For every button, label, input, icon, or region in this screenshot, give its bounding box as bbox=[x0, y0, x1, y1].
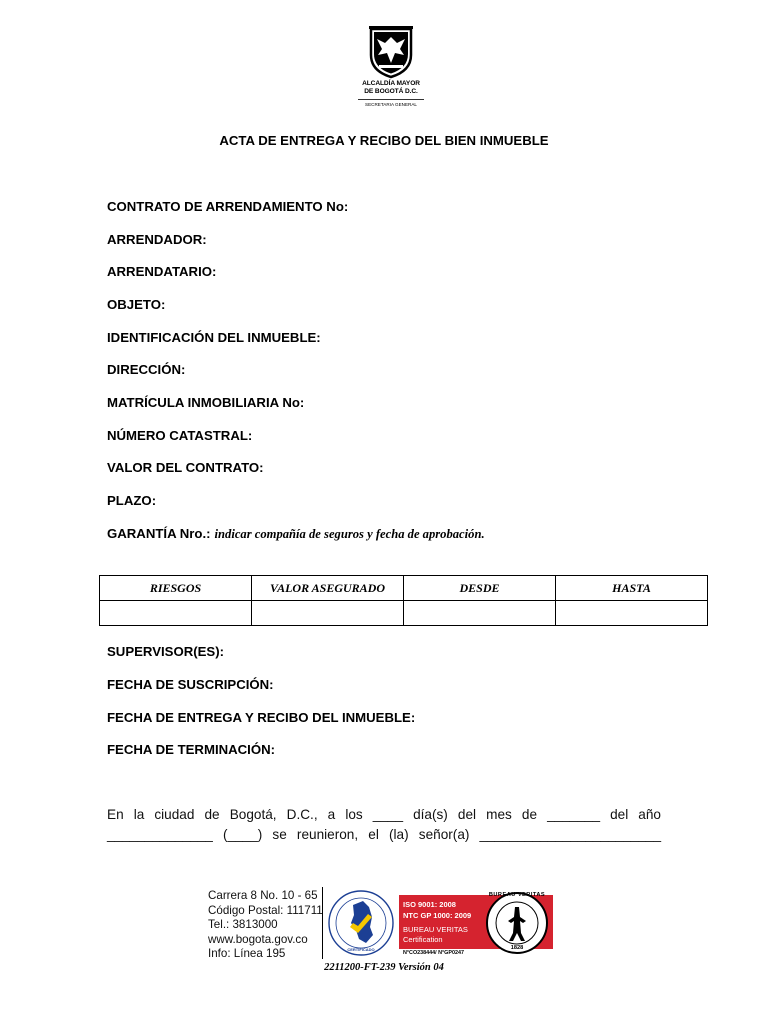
document-title: ACTA DE ENTREGA Y RECIBO DEL BIEN INMUEBLE bbox=[219, 133, 549, 148]
logo-org-line3: SECRETARIA GENERAL bbox=[365, 102, 417, 107]
field-arrendador: ARRENDADOR: bbox=[107, 232, 207, 247]
garantia-note: indicar compañía de seguros y fecha de aprobación. bbox=[214, 527, 485, 541]
table-cell[interactable] bbox=[100, 601, 252, 626]
iso-certification-badge bbox=[399, 892, 553, 959]
field-garantia: GARANTÍA Nro.: bbox=[107, 526, 211, 541]
paragraph-line1: En la ciudad de Bogotá, D.C., a los ____ día(s) del mes de _______ del año bbox=[107, 807, 661, 822]
table-header-row bbox=[100, 576, 708, 601]
logo-org-line1: ALCALDÍA MAYOR bbox=[362, 80, 420, 87]
field-supervisor: SUPERVISOR(ES): bbox=[107, 644, 225, 659]
footer-web[interactable]: www.bogota.gov.co bbox=[208, 932, 308, 946]
field-suscripcion: FECHA DE SUSCRIPCIÓN: bbox=[107, 677, 274, 692]
field-objeto: OBJETO: bbox=[107, 297, 166, 312]
field-matricula: MATRÍCULA INMOBILIARIA No: bbox=[107, 395, 305, 410]
bv-year: 1828 bbox=[510, 945, 524, 951]
riesgos-table bbox=[99, 575, 708, 626]
footer-postal: Código Postal: 111711 bbox=[208, 903, 323, 917]
logo-divider bbox=[358, 99, 424, 100]
footer-contact bbox=[208, 889, 323, 962]
alcaldia-logo bbox=[355, 25, 427, 111]
field-plazo: PLAZO: bbox=[107, 493, 157, 508]
paragraph-line2: ______________ (____) se reunieron, el (la) señor(a) ________________________ bbox=[107, 827, 661, 842]
field-garantia-row bbox=[107, 526, 485, 542]
footer-divider bbox=[322, 887, 323, 959]
field-terminacion: FECHA DE TERMINACIÓN: bbox=[107, 742, 276, 757]
bureau-veritas-seal bbox=[485, 887, 549, 959]
field-contrato: CONTRATO DE ARRENDAMIENTO No: bbox=[107, 199, 349, 214]
footer-tel: Tel.: 3813000 bbox=[208, 918, 278, 931]
cert-iso-line: ISO 9001: 2008 bbox=[403, 900, 456, 909]
footer-address: Carrera 8 No. 10 - 65 bbox=[208, 889, 318, 902]
footer-info: Info: Línea 195 bbox=[208, 947, 286, 960]
form-code: 2211200-FT-239 Versión 04 bbox=[324, 962, 444, 973]
table-cell[interactable] bbox=[556, 601, 708, 626]
table-header-hasta: HASTA bbox=[556, 576, 708, 601]
table-cell[interactable] bbox=[404, 601, 556, 626]
cert-bv-line: BUREAU VERITAS bbox=[403, 925, 468, 934]
cert-ntc-line: NTC GP 1000: 2009 bbox=[403, 911, 472, 920]
table-row bbox=[100, 601, 708, 626]
table-cell[interactable] bbox=[252, 601, 404, 626]
table-header-valor-asegurado: VALOR ASEGURADO bbox=[252, 576, 404, 601]
cert-certification-line: Certification bbox=[403, 935, 443, 944]
logo-org-line2: DE BOGOTÁ D.C. bbox=[364, 88, 418, 95]
coat-of-arms-icon bbox=[355, 25, 427, 79]
field-catastral: NÚMERO CATASTRAL: bbox=[107, 428, 253, 443]
field-identificacion: IDENTIFICACIÓN DEL INMUEBLE: bbox=[107, 330, 321, 345]
acta-paragraph bbox=[107, 805, 661, 845]
table-header-desde: DESDE bbox=[404, 576, 556, 601]
bv-ring-text: BUREAU VERITAS bbox=[488, 892, 546, 898]
colombia-certification-seal bbox=[326, 883, 396, 959]
field-direccion: DIRECCIÓN: bbox=[107, 362, 186, 377]
table-header-riesgos: RIESGOS bbox=[100, 576, 252, 601]
field-entrega: FECHA DE ENTREGA Y RECIBO DEL INMUEBLE: bbox=[107, 710, 416, 725]
cert-numbers: N°CO238444/ N°GP0247 bbox=[403, 950, 464, 956]
field-valor: VALOR DEL CONTRATO: bbox=[107, 460, 264, 475]
seal-label: CERTIFICADO bbox=[347, 947, 375, 952]
field-arrendatario: ARRENDATARIO: bbox=[107, 264, 217, 279]
